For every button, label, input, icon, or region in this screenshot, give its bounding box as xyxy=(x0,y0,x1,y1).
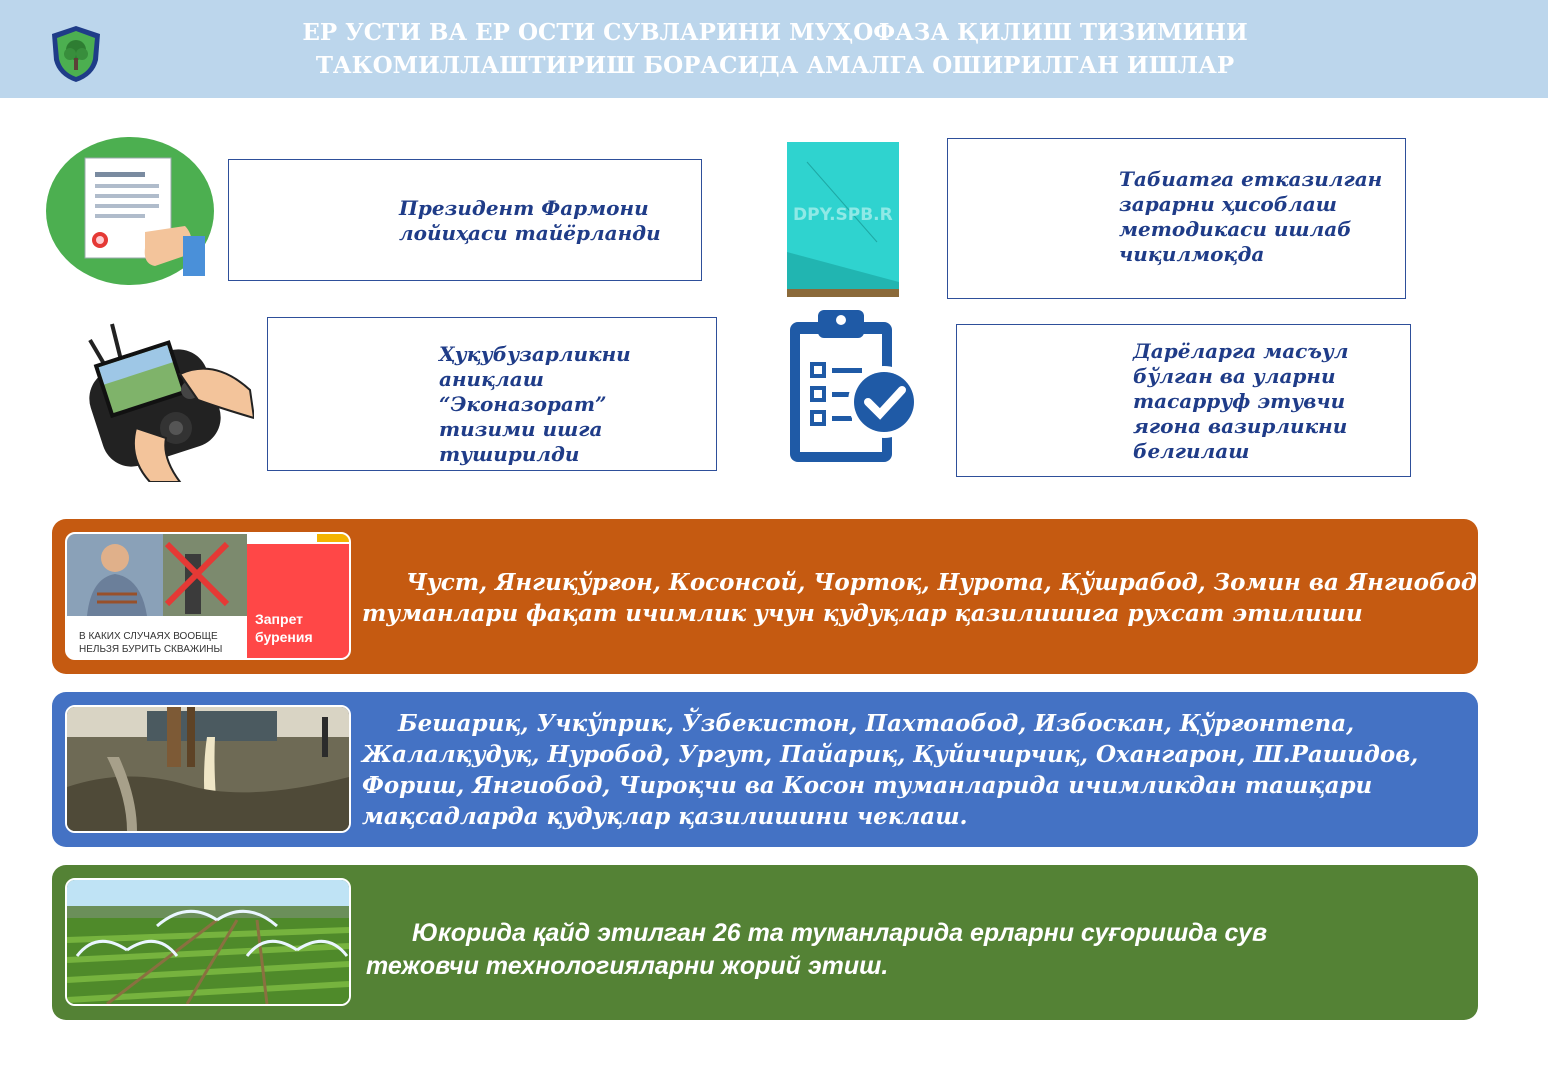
band2-line-1: Бешариқ, Учкўприк, Ўзбекистон, Пахтаобод, Избоскан, Қўрғонтепа, xyxy=(398,710,1355,737)
ministry-box xyxy=(956,324,1411,477)
methodology-line-3: методикаси ишлаб xyxy=(1119,217,1352,241)
econazorat-line-1: Ҳуқубузарликни xyxy=(439,342,631,366)
shield-tree-icon xyxy=(50,24,102,84)
decree-line-2: лойиҳаси тайёрланди xyxy=(399,221,661,245)
decree-box xyxy=(228,159,702,281)
band-restricted-wells xyxy=(52,692,1478,847)
title-line-2: ТАКОМИЛЛАШТИРИШ БОРАСИДА АМАЛГА ОШИРИЛГАН ИШЛАР xyxy=(315,52,1235,79)
photo-caption: В КАКИХ СЛУЧАЯХ ВООБЩЕ НЕЛЬЗЯ БУРИТЬ СКВАЖИНЫ xyxy=(79,631,223,655)
methodology-line-4: чиқилмоқда xyxy=(1119,242,1265,266)
sprinkler-irrigation-photo xyxy=(65,878,351,1006)
band3-line-2: тежовчи технологияларни жорий этиш. xyxy=(366,952,889,980)
page-title xyxy=(250,16,1300,82)
teal-book-icon xyxy=(787,142,899,297)
drilling-ban-photo xyxy=(65,532,351,660)
drone-controller-icon xyxy=(80,318,254,482)
ministry-line-4: ягона вазирликни xyxy=(1133,414,1348,438)
band2-line-4: мақсадларда қудуқлар қазилишини чеклаш. xyxy=(362,803,968,830)
band2-line-3: Фориш, Янгиобод, Чироқчи ва Косон туманларида ичимликдан ташқари xyxy=(362,772,1373,799)
band1-line-2: туманлари фақат ичимлик учун қудуқлар қазилишига рухсат этилиши xyxy=(362,600,1363,627)
ministry-line-2: бўлган ва уларни xyxy=(1133,364,1336,388)
econazorat-line-2: аниқлаш “Эконазорат” xyxy=(439,367,607,416)
methodology-line-2: зарарни ҳисоблаш xyxy=(1119,192,1337,216)
photo-label-line-2: бурения xyxy=(255,629,313,645)
book-watermark: DPY.SPB.R xyxy=(793,205,893,225)
econazorat-line-3: тизими ишга xyxy=(439,417,603,441)
photo-label-line-1: Запрет xyxy=(255,611,304,627)
methodology-line-1: Табиатга етказилган xyxy=(1119,167,1383,191)
band-water-saving xyxy=(52,865,1478,1020)
band-drinking-wells xyxy=(52,519,1478,674)
band1-line-1: Чуст, Янгиқўрғон, Косонсой, Чортоқ, Нурота, Қўшрабод, Зомин ва Янгиобод xyxy=(406,569,1477,596)
well-drilling-photo xyxy=(65,705,351,833)
econazorat-line-4: туширилди xyxy=(439,442,580,466)
document-hand-icon xyxy=(45,136,215,286)
methodology-box xyxy=(947,138,1406,299)
title-line-1: ЕР УСТИ ВА ЕР ОСТИ СУВЛАРИНИ МУҲОФАЗА ҚИЛИШ ТИЗИМИНИ xyxy=(302,19,1248,46)
ministry-line-3: тасарруф этувчи xyxy=(1133,389,1346,413)
clipboard-check-icon xyxy=(786,306,922,466)
econazorat-box xyxy=(267,317,717,471)
ministry-line-1: Дарёларга масъул xyxy=(1133,339,1349,363)
header-bar xyxy=(0,0,1548,98)
ministry-line-5: белгилаш xyxy=(1133,439,1250,463)
band3-line-1: Юкорида қайд этилган 26 та туманларида ерларни суғоришда сув xyxy=(412,919,1268,947)
band2-line-2: Жалалқудуқ, Нуробод, Ургут, Пайариқ, Қуйичирчиқ, Охангарон, Ш.Рашидов, xyxy=(362,741,1419,768)
decree-line-1: Президент Фармони xyxy=(399,196,649,220)
